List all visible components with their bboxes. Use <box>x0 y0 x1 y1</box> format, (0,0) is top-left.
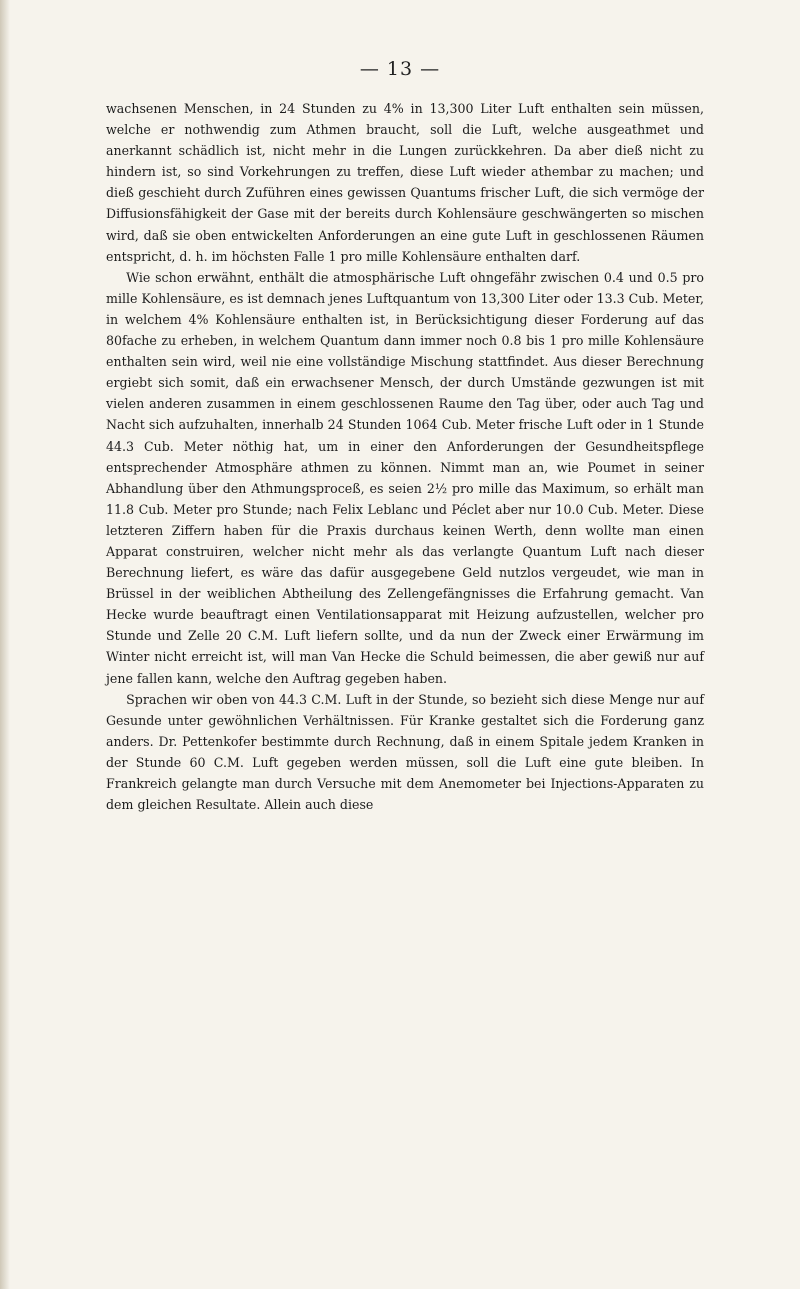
paragraph: wachsenen Menschen, in 24 Stunden zu 4% in 13,300 Liter Luft enthalten sein müssen, welche er nothwendig zum Athmen braucht, soll die Luft, welche ausgeathmet und anerkannt schädlich ist, nicht mehr in die Lungen zurückkehren. Da aber dieß nicht zu hindern ist, so sind Vorkehrungen zu treffen, diese Luft wieder athembar zu machen; und dieß geschieht durch Zuführen eines gewissen Quantums frischer Luft, die sich vermöge der Diffusionsfähigkeit der Gase mit der bereits durch Kohlensäure geschwängerten so mischen wird, daß sie oben entwickelten Anforderungen an eine gute Luft in geschlossenen Räumen entspricht, d. h. im höchsten Falle 1 pro mille Kohlensäure enthalten darf. <box>106 101 704 264</box>
page-number: — 13 — <box>359 58 441 80</box>
paragraph: Sprachen wir oben von 44.3 C.M. Luft in der Stunde, so bezieht sich diese Menge nur auf Gesunde unter gewöhnlichen Verhältnissen. Für Kranke gestaltet sich die Forderung ganz anders. Dr. Pettenkofer bestimmte durch Rechnung, daß in einem Spitale jedem Kranken in der Stunde 60 C.M. Luft gegeben werden müssen, soll die Luft eine gute bleiben. In Frankreich gelangte man durch Versuche mit dem Anemometer bei Injections-Apparaten zu dem gleichen Resultate. Allein auch diese <box>106 691 704 813</box>
page-edge-shadow <box>0 0 10 1289</box>
body-text <box>106 98 704 815</box>
paragraph: Wie schon erwähnt, enthält die atmosphärische Luft ohngefähr zwischen 0.4 und 0.5 pro mille Kohlensäure, es ist demnach jenes Luftquantum von 13,300 Liter oder 13.3 Cub. Meter, in welchem 4% Kohlensäure enthalten ist, in Berücksichtigung dieser Forderung auf das 80fache zu erheben, in welchem Quantum dann immer noch 0.8 bis 1 pro mille Kohlensäure enthalten sein wird, weil nie eine vollständige Mischung stattfindet. Aus dieser Berechnung ergiebt sich somit, daß ein erwachsener Mensch, der durch Umstände gezwungen ist mit vielen anderen zusammen in einem geschlossenen Raume den Tag über, oder auch Tag und Nacht sich aufzuhalten, innerhalb 24 Stunden 1064 Cub. Meter frische Luft oder in 1 Stunde 44.3 Cub. Meter nöthig hat, um in einer den Anforderungen der Gesundheitspflege entsprechender Atmosphäre athmen zu können. Nimmt man an, wie Poumet in seiner Abhandlung über den Athmungsproceß, es seien 2½ pro mille das Maximum, so erhält man 11.8 Cub. Meter pro Stunde; nach Felix Leblanc und Péclet aber nur 10.0 Cub. Meter. Diese letzteren Ziffern haben für die Praxis durchaus keinen Werth, denn wollte man einen Apparat construiren, welcher nicht mehr als das verlangte Quantum Luft nach dieser Berechnung liefert, es wäre das dafür ausgegebene Geld nutzlos vergeudet, wie man in Brüssel in der weiblichen Abtheilung des Zellengefängnisses die Erfahrung gemacht. Van Hecke wurde beauftragt einen Ventilationsapparat mit Heizung aufzustellen, welcher pro Stunde und Zelle 20 C.M. Luft liefern sollte, und da nun der Zweck einer Erwärmung im Winter nicht erreicht ist, will man Van Hecke die Schuld beimessen, die aber gewiß nur auf jene fallen kann, welche den Auftrag gegeben haben. <box>106 269 704 686</box>
